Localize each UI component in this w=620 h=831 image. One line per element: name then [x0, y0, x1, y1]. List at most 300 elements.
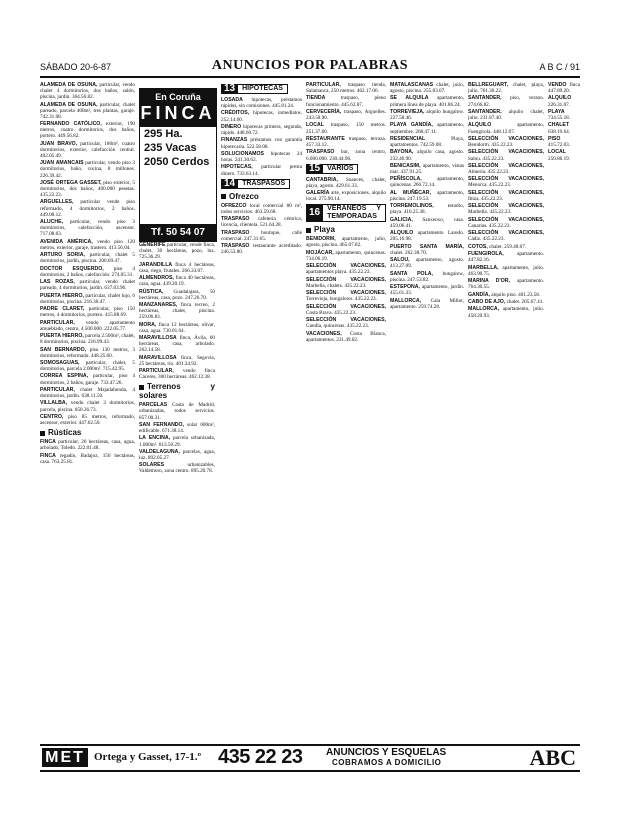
ad-text: apartamento, primera línea de playa. 401.86.24. — [390, 95, 464, 108]
ad-text: piso 85 metros, reformado, ascensor, exterior. 447.62.50. — [40, 413, 135, 427]
classified-ad — [390, 203, 464, 215]
column-1 — [40, 82, 135, 742]
ad-keyword: FINCA — [40, 452, 56, 459]
column-7 — [548, 82, 580, 742]
ad-keyword: SELECCIÓN VACACIONES, — [468, 203, 544, 210]
classified-ad — [139, 302, 215, 320]
column-6 — [468, 82, 544, 742]
classified-ad — [390, 95, 464, 107]
ad-text: préstamos con garantía hipotecaria. 522.58.00. — [221, 137, 302, 150]
ad-text: alquilo bungalow. 227.58.46. — [390, 108, 464, 122]
ad-text: vendo apartamento amueblado, centro, 4.500.000. 222.05.77. — [40, 319, 135, 332]
ad-keyword: RESTAURANTE — [306, 135, 345, 142]
ad-text: Torrevieja, bungalows. 435.22.23. — [306, 296, 377, 303]
ad-text: estudio, playa. 410.25.38. — [390, 203, 464, 216]
classified-ad — [548, 149, 580, 161]
classified-ad — [306, 190, 386, 202]
ad-text: finca 447.89.20. — [548, 82, 580, 95]
classified-ad — [221, 97, 302, 109]
classified-ad — [139, 242, 215, 260]
ad-list — [306, 236, 386, 343]
ad-keyword: SELECCIÓN VACACIONES, — [306, 303, 386, 310]
classified-ad — [40, 347, 135, 359]
ad-text: Suances, chalet, playa, agosto. 429.61.33. — [306, 176, 386, 189]
ad-text: apartamento, julio. 458.20.93. — [468, 306, 544, 319]
ad-text: particular, chalet pareado, parcela 400m², tres plantas, garaje. 742.31.08. — [40, 101, 135, 120]
ad-text: apartamento, quincenas. 266.72.14. — [390, 176, 464, 189]
classified-ad — [468, 292, 544, 298]
classified-ad — [40, 387, 135, 399]
classified-ad — [390, 257, 464, 269]
ad-text: finca 40 hectáreas, casa, agua. 439.20.19. — [139, 275, 215, 288]
classified-ad — [221, 230, 302, 242]
ad-keyword: OFREZCO — [221, 202, 247, 209]
ad-keyword: PUERTA HIERRO, — [40, 333, 84, 340]
ad-keyword: TORREVIEJA, — [390, 108, 425, 115]
ad-text: particular, chalet 5 dormitorios, jardín, piscina. 200.69.47. — [40, 252, 135, 265]
ad-keyword: ALUCHE, — [40, 219, 64, 226]
classified-ad — [468, 230, 544, 242]
ad-keyword: TRASPASO — [221, 243, 250, 250]
ad-keyword: LOCAL — [306, 122, 324, 129]
ad-keyword: FINANZAS — [221, 137, 248, 144]
ad-text: 415.72.03. — [548, 142, 571, 149]
classified-ad — [40, 293, 135, 305]
ad-text: Costa Brava. 435.22.23. — [306, 309, 357, 316]
footer-phone: 435 22 23 — [218, 746, 303, 768]
ad-text: particular, vendo piso 3 dormitorios, calefacción, ascensor. 717.08.63. — [40, 219, 135, 238]
ad-text: apartamento, julio. 463.90.75. — [468, 264, 544, 277]
ad-keyword: LAS ROZAS, — [40, 279, 75, 286]
square-bullet-icon — [139, 385, 144, 390]
ad-keyword: ARGUELLES, — [40, 199, 74, 206]
classified-ad — [221, 216, 302, 228]
classified-ad — [548, 122, 580, 134]
classified-ad — [40, 320, 135, 332]
ad-text: Almería. 435.22.23. — [468, 169, 510, 175]
ad-keyword: PLAYA GANDÍA, — [390, 122, 433, 129]
ad-text: piso, verano. 274.66.82. — [468, 95, 544, 108]
ad-list — [221, 203, 302, 256]
classified-ad — [468, 306, 544, 318]
classified-ad — [390, 271, 464, 283]
classified-ad — [390, 284, 464, 296]
ad-keyword: MORA, — [139, 321, 157, 328]
classified-ad — [139, 262, 215, 274]
ad-keyword: HIPOTECAS, — [221, 164, 253, 171]
ad-keyword: JUAN BRAVO, — [40, 140, 78, 147]
ad-keyword: SOLUCIONAMOS — [221, 150, 264, 157]
ad-keyword: GALERÍA — [306, 190, 330, 197]
classified-ad — [139, 402, 215, 420]
ad-keyword: PISO — [548, 135, 561, 142]
ad-text: Costa de Madrid, urbanizadas, todos servicios. 857.00.31. — [139, 402, 215, 421]
ad-text: traspaso, Arguelles. 243.58.90. — [306, 108, 386, 122]
ad-text: parcela 2.500m², chalet, 8 dormitorios, piscina. 216.99.43. — [40, 333, 135, 346]
classified-ad — [40, 306, 135, 318]
ad-keyword: ALAMEDA DE OSUNA, — [40, 101, 98, 108]
ad-text: particular presta dinero. 733.63.14. — [221, 164, 302, 177]
ad-text: vendo finca Cáceres, 300 hectáreas. 462.12.38. — [139, 368, 215, 381]
ad-text: parcelas, agua, luz. 892.05.27. — [139, 448, 215, 461]
ad-list — [468, 82, 544, 319]
ad-text: piso 4 dormitorios, 2 baños, calefacción. 274.05.31. — [40, 265, 135, 278]
ad-text: solar 600m², edificable. 671.38.14. — [139, 421, 215, 435]
ad-keyword: TRASPASO — [221, 216, 250, 223]
classified-ad — [468, 122, 544, 134]
classified-ad — [40, 453, 135, 465]
classified-ad — [306, 263, 386, 275]
ad-text: exterior, 190 metros, cuatro dormitorios, dos baños, portero. 449.56.82. — [40, 121, 135, 140]
ad-keyword: ARTURO SORIA, — [40, 252, 85, 259]
finca-ad-box — [139, 88, 217, 242]
classified-ad — [139, 449, 215, 461]
classified-ad — [468, 163, 544, 175]
ad-list — [548, 82, 580, 162]
ad-text: hipotecas, inmediatos. 252.14.60. — [221, 110, 302, 123]
classified-ad — [306, 290, 386, 302]
classified-ad — [390, 176, 464, 188]
ad-list — [306, 82, 386, 162]
ad-keyword: PLAYA — [548, 108, 565, 115]
ad-text: finca recreo, 2 hectáreas, chalet, piscina. 259.06.83. — [139, 302, 215, 321]
classified-ad — [548, 82, 580, 94]
ad-keyword: ALQUILO — [548, 95, 572, 102]
classified-ad — [40, 102, 135, 120]
classified-ad — [40, 199, 135, 217]
finca-phone: Tf. 50 54 07 — [140, 224, 216, 241]
ad-keyword: AVENIDA AMÉRICA, — [40, 238, 93, 245]
ad-text: particular, piso 4 dormitorios, 2 baños, garaje. 733.47.26. — [40, 373, 135, 386]
classified-ad — [221, 151, 302, 163]
classified-ad — [390, 136, 464, 148]
ad-text: alquilo piso. 401.23.58. — [491, 291, 541, 298]
ad-text: traspaso tienda, Salamanca, 250 metros. 402.17.06. — [306, 82, 386, 95]
classified-ad — [40, 141, 135, 159]
section-varios: 15 VARIOS — [306, 164, 386, 174]
classified-ad — [390, 230, 464, 242]
classifieds-page — [40, 82, 580, 742]
classified-ad — [468, 149, 544, 161]
ad-keyword: FERNANDO CATÓLICO, — [40, 121, 102, 128]
classified-ad — [139, 368, 215, 380]
classified-ad — [40, 414, 135, 426]
ad-keyword: ALQUILO — [468, 122, 492, 129]
ad-keyword: MALLORCA, — [468, 306, 500, 313]
ad-text: apartamento, piscina. 247.19.53. — [390, 189, 464, 202]
ad-keyword: BENICASIM, — [390, 162, 421, 169]
ad-text: finca 4 hectáreas, casa, riego, frutales. 266.33.07. — [139, 261, 215, 274]
finca-line: 2050 Cerdos — [144, 156, 210, 168]
classified-ad — [139, 275, 215, 287]
classified-ad — [221, 243, 302, 255]
classified-ad — [40, 279, 135, 291]
ad-text: Cádiz. 435.22.23. — [468, 236, 505, 243]
classified-ad — [40, 266, 135, 278]
ad-text: apartamento, julio, agosto, piscina. 465.07.82. — [306, 236, 386, 249]
classified-ad — [221, 164, 302, 176]
classified-ad — [390, 217, 464, 229]
ad-text: finca, Ávila, 60 hectáreas, casa, arbolado. 262.14.58. — [139, 335, 215, 354]
classified-ad — [306, 109, 386, 121]
ad-text: particular, chalet, 5 dormitorios, parcela 2.000m². 715.42.95. — [40, 359, 135, 373]
ad-keyword: RESIDENCIAL — [390, 135, 426, 142]
ad-list — [139, 402, 215, 474]
ad-text: apartamento, agosto. 413.27.09. — [390, 257, 464, 270]
ad-keyword: LA ENCINA, — [139, 435, 171, 442]
ad-keyword: PARTICULAR, — [139, 368, 174, 375]
ad-keyword: MARBELLA, — [468, 264, 499, 271]
ad-keyword: SAN FERNANDO, — [139, 421, 185, 428]
ad-text: chalet. 262.38.70. — [390, 249, 428, 256]
classified-ad — [468, 190, 544, 202]
ad-text: 250.86.19. — [548, 155, 571, 162]
finca-line: 295 Ha. — [144, 128, 183, 140]
ad-text: parcela urbanizada, 1.000m². 813.50.29. — [139, 435, 215, 448]
ad-keyword: TORREMOLINOS, — [390, 203, 434, 210]
classified-ad — [139, 422, 215, 434]
ad-text: apartamentos playa. 435.22.23. — [306, 269, 371, 276]
classified-ad — [139, 355, 215, 367]
classified-ad — [468, 109, 544, 121]
ad-keyword: MANZANARES, — [139, 302, 178, 309]
header-title: ANUNCIOS POR PALABRAS — [211, 58, 409, 73]
classified-ad — [306, 177, 386, 189]
classified-ad — [390, 163, 464, 175]
ad-keyword: SELECCIÓN VACACIONES, — [468, 189, 544, 196]
ad-text: Cala Millor, apartamento. 259.74.28. — [390, 297, 464, 310]
classified-ad — [390, 82, 464, 94]
finca-title: FINCA — [140, 103, 216, 127]
ad-keyword: PUERTA HIERRO, — [40, 292, 84, 299]
column-4 — [306, 82, 386, 742]
ad-text: 226.31.07. — [548, 101, 571, 108]
ad-text: Sanxenxo, casa. 459.06.41. — [390, 216, 464, 229]
classified-ad — [390, 244, 464, 256]
ad-text: apartamento, jardín. 455.61.33. — [390, 284, 464, 297]
square-bullet-icon — [40, 431, 45, 436]
ad-text: particular vende piso reformado, 4 dormitorios, 2 baños. 449.08.12. — [40, 199, 135, 218]
subhead-terrenos: Terrenos y solares — [139, 382, 215, 401]
ad-keyword: JOSÉ ORTEGA GASSET, — [40, 179, 102, 186]
classified-ad — [40, 439, 135, 451]
ad-text: particular, vendo chalet pareado, 4 dormitorios, jardín. 637.03.96. — [40, 279, 135, 292]
ad-text: piso exterior, 5 dormitorios, dos baños, 400.000 pesetas. 435.22.23. — [40, 179, 135, 199]
classified-ad — [40, 180, 135, 198]
ad-text: Costa Blanca, apartamentos. 231.49.02. — [306, 330, 386, 343]
ad-keyword: PARTICULAR, — [306, 82, 341, 88]
classified-ad — [139, 335, 215, 353]
square-bullet-icon — [221, 194, 226, 199]
square-bullet-icon — [306, 228, 311, 233]
ad-text: alquilo chalet, julio. 231.87.40. — [468, 108, 544, 122]
ad-keyword: ALMENDROS, — [139, 275, 174, 282]
ad-keyword: SELECCIÓN VACACIONES, — [468, 135, 544, 142]
ad-keyword: BAYONA, — [390, 149, 414, 156]
ad-keyword: TIENDA — [306, 95, 326, 102]
classified-ad — [468, 217, 544, 229]
header-date: SÁBADO 20-6-87 — [40, 62, 112, 72]
ad-keyword: SANTANDER, — [468, 108, 502, 115]
column-5 — [390, 82, 464, 742]
ad-text: particular, piso 150 metros, 4 dormitorios, portero. 415.88.69. — [40, 306, 135, 319]
classified-ad — [221, 110, 302, 122]
ad-keyword: JARANDILLA — [139, 261, 173, 268]
ad-keyword: CRÉDITOS, — [221, 110, 250, 117]
ad-text: 734.55.18. — [548, 115, 571, 122]
ad-text: traspaso, pleno funcionamiento. 445.62.87. — [306, 95, 386, 108]
ad-keyword: MARAVILLOSA — [139, 354, 177, 361]
classified-ad — [306, 122, 386, 134]
classified-ad — [221, 124, 302, 136]
ad-text: boutique, calle comercial. 247.31.65. — [221, 229, 302, 242]
ad-keyword: CENTRO, — [40, 413, 64, 420]
classified-ad — [40, 373, 135, 385]
classified-ad — [221, 137, 302, 149]
ad-keyword: FUENGIROLA, — [468, 251, 504, 258]
subhead-playa: Playa — [306, 225, 386, 234]
ad-text: regadío, Badajoz, 150 hectáreas, casa. 763.25.81. — [40, 452, 135, 465]
column-3 — [221, 82, 302, 742]
ad-list — [306, 177, 386, 203]
ad-text: alquilo casa, agosto. 232.46.90. — [390, 149, 464, 162]
classified-ad — [306, 236, 386, 248]
ad-keyword: SANTA POLA, — [390, 270, 433, 277]
ad-list — [221, 97, 302, 177]
ad-text: Salou. 435.22.23. — [468, 155, 505, 162]
ad-keyword: SELECCIÓN VACACIONES, — [468, 176, 544, 183]
classified-ad — [306, 250, 386, 262]
ad-keyword: TRASPASO — [306, 149, 335, 156]
ad-text: Gandía, quincenas. 435.22.23. — [306, 323, 369, 330]
ad-keyword: PARTICULAR, — [40, 386, 75, 393]
ad-text: piso 130 metros, 3 dormitorios, reformado. 448.25.60. — [40, 346, 135, 359]
classified-ad — [306, 317, 386, 329]
ad-keyword: DINERO — [221, 123, 242, 130]
ad-text: apartamento, quincenas. 734.06.19. — [306, 249, 386, 262]
ad-keyword: VILLALBA, — [40, 400, 68, 407]
classified-ad — [221, 203, 302, 215]
ad-keyword: MATALASCAÑAS — [390, 82, 434, 88]
ad-text: chalet Majadahonda, 4 dormitorios, jardín. 638.11.50. — [40, 386, 135, 400]
ad-text: Marbella, chalets. 435.22.23. — [306, 282, 367, 289]
classified-ad — [139, 462, 215, 474]
ad-keyword: VENDO — [548, 82, 567, 88]
ad-keyword: CERVECERÍA, — [306, 108, 342, 115]
ad-keyword: PEÑÍSCOLA, — [390, 176, 422, 183]
ad-text: particular, vendo chalet 4 dormitorios, dos baños, salón, piscina, jardín. 364.56.82. — [40, 82, 135, 101]
ad-keyword: VALDELAGUNA, — [139, 448, 180, 455]
classified-ad — [468, 265, 544, 277]
ad-text: Ibiza. 435.22.23. — [468, 195, 504, 202]
ad-text: vendo piso 120 metros, exterior, garaje, trastero. 413.56.04. — [40, 238, 135, 251]
ad-keyword: COTOS, — [468, 243, 488, 250]
ad-text: urbanizables, Valdemoro, zona centro. 895.20.78. — [139, 462, 215, 475]
ad-text: arte, exposiciones, alquilo local. 275.90.14. — [306, 190, 386, 203]
classified-ad — [40, 400, 135, 412]
ad-text: chalet. 205.67.41. — [506, 299, 544, 306]
section-traspasos: 14 TRASPASOS — [221, 179, 302, 189]
classified-ad — [306, 304, 386, 316]
subhead-ofrezco: Ofrezco — [221, 192, 302, 201]
ad-text: apartamento. 447.82.16. — [468, 251, 544, 264]
ad-keyword: SELECCIÓN VACACIONES, — [468, 162, 544, 169]
ad-text: apartamento Laredo. 205.16.98. — [390, 230, 464, 243]
footer-text-1: ANUNCIOS Y ESQUELAS — [326, 747, 447, 758]
classified-ad — [548, 136, 580, 148]
ad-text: chalet, playa, julio. 761.30.22. — [468, 82, 544, 95]
ad-keyword: PUERTO SANTA MARÍA, — [390, 243, 464, 250]
classified-ad — [40, 239, 135, 251]
ad-text: Canarias. 435.22.23. — [468, 222, 511, 229]
classified-ad — [468, 299, 544, 305]
ad-text: Menorca. 435.22.23. — [468, 182, 512, 189]
ad-keyword: MARAVILLOSA — [139, 335, 177, 342]
ad-text: restaurante acreditado. 246.53.80. — [221, 243, 302, 256]
ad-text: Benidorm. 435.22.23. — [468, 142, 514, 149]
ad-keyword: ALQUILO — [390, 230, 414, 237]
ad-text: particular, 180m², cuatro dormitorios, exterior, calefacción central. 402.05.49. — [40, 140, 135, 159]
classified-ad — [468, 203, 544, 215]
ad-text: bungalow, piscina. 247.53.82. — [390, 270, 464, 283]
ad-keyword: BELLREGUART, — [468, 82, 509, 88]
ad-list — [40, 439, 135, 465]
ad-text: Guadalajara, 50 hectáreas, casa, pozo. 247.26.70. — [139, 288, 215, 301]
section-veraneos: 16 VERANEOS Y TEMPORADAS — [306, 204, 386, 222]
ad-keyword: AL MUÑÉCAR, — [390, 189, 431, 196]
classified-ad — [306, 331, 386, 343]
ad-keyword: GENERIFE — [139, 242, 166, 248]
ad-text: chalet, julio, agosto, piscina. 255.83.07. — [390, 82, 464, 95]
ad-text: particular, vende finca, chalet, 30 hectáreas, pozo, luz. 725.36.29. — [139, 242, 215, 261]
ad-keyword: PARCELAS — [139, 402, 168, 409]
ad-keyword: SAN BERNARDO, — [40, 346, 87, 353]
ad-keyword: PARTICULAR, — [40, 319, 75, 326]
classified-ad — [390, 122, 464, 134]
ad-text: apartamento, vistas mar. 437.91.25. — [390, 162, 464, 175]
classified-ad — [40, 160, 135, 178]
footer-text-2: COBRAMOS A DOMICILIO — [332, 758, 442, 767]
ad-text: hipotecas 24 horas. 241.30.62. — [221, 150, 302, 164]
classified-ad — [306, 82, 386, 94]
ad-keyword: FINCA — [40, 439, 56, 446]
header-page: A B C / 91 — [539, 62, 580, 72]
classified-ad — [139, 322, 215, 334]
classified-ad — [390, 190, 464, 202]
ad-keyword: VACACIONES, — [306, 330, 342, 337]
ad-text: 638.19.64. — [548, 128, 571, 135]
classified-ad — [306, 136, 386, 148]
ad-text: hipotecas, préstamos rápidos, sin comisiones. 445.81.24. — [221, 97, 302, 110]
page-header — [40, 60, 580, 78]
classified-ad — [40, 252, 135, 264]
classified-ad — [548, 95, 580, 107]
ad-keyword: BENIDORM, — [306, 236, 336, 243]
ad-keyword: SOMOSAGUAS, — [40, 359, 80, 366]
ad-keyword: GANDÍA, — [468, 291, 490, 298]
ad-keyword: CANTABRIA, — [306, 176, 338, 183]
ad-text: finca, Segovia, 25 hectáreas, río. 401.34.92. — [139, 354, 215, 367]
ad-keyword: SELECCIÓN VACACIONES, — [468, 149, 544, 156]
classified-ad — [468, 244, 544, 250]
footer-address: Ortega y Gasset, 17-1.º — [94, 751, 202, 763]
ad-keyword: CHALET — [548, 122, 570, 129]
ad-text: vendo chalet 3 dormitorios, parcela, piscina. 850.36.73. — [40, 400, 135, 413]
ad-keyword: SE ALQUILA — [390, 95, 429, 102]
finca-location: En Coruña — [140, 89, 216, 103]
ad-text: hipotecas primera, segunda, rápido. 448.60.72. — [221, 123, 302, 137]
ad-keyword: MOJÁCAR, — [306, 249, 334, 256]
